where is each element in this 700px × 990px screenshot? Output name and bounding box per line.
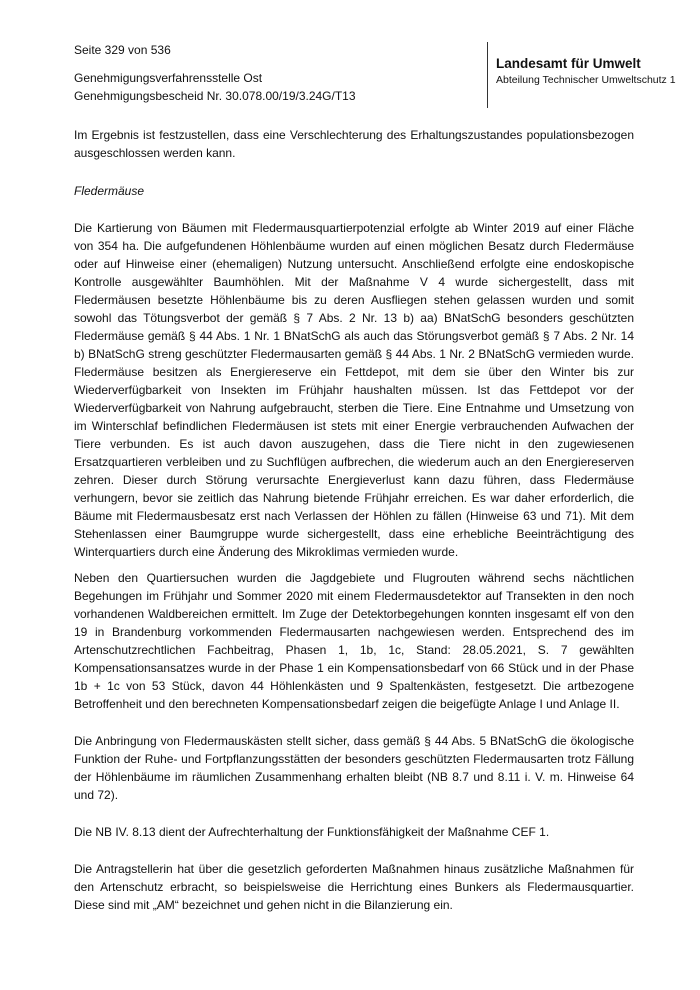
- paragraph-additional-measures: Die Antragstellerin hat über die gesetzlich geforderten Maßnahmen hinaus zusätzliche Maßnahmen für den Artenschutz erbracht, so beispielsweise die Herrichtung eines Bunkers als Fledermausquartier. Diese sind mit „AM“ bezeichnet und gehen nicht in die Bilanzierung ein.: [74, 862, 634, 912]
- paragraph-tree-mapping: Die Kartierung von Bäumen mit Fledermausquartierpotenzial erfolgte ab Winter 2019 auf einer Fläche von 354 ha. Die aufgefundenen Höhlenbäume wurden auf einen möglichen Besatz durch Fledermäuse oder auf Hinweise einer (ehemaligen) Nutzung untersucht. Anschließend erfolgte eine endoskopische Kontrolle ausgewählter Baumhöhlen. Mit der Maßnahme V 4 wurde sichergestellt, dass mit Fledermäusen besetzte Höhlenbäume bis zu deren Ausfliegen stehen gelassen wurden und somit sowohl das Tötungsverbot der gemäß § 7 Abs. 2 Nr. 13 b) aa) BNatSchG besonders geschützten Fledermäuse gemäß § 44 Abs. 1 Nr. 1 BNatSchG als auch das Störungsverbot gemäß § 7 Abs. 2 Nr. 14 b) BNatSchG streng geschützter Fledermausarten gemäß § 44 Abs. 1 Nr. 2 BNatSchG vermieden wurde. Fledermäuse besitzen als Energiereserve ein Fettdepot, mit dem sie über den Winter bis zur Wiederverfügbarkeit von Insekten im Frühjahr haushalten müssen. Ist das Fettdepot vor der Wiederverfügbarkeit von Nahrung aufgebraucht, sterben die Tiere. Eine Entnahme und Umsetzung von im Winterschlaf befindlichen Fledermäusen ist stets mit einer Energie verbrauchenden Aufwachen der Tiere verbunden. Es ist auch davon auszugehen, dass die Tiere nicht in den zugewiesenen Ersatzquartieren verbleiben und zu Suchflügen aufbrechen, die wiederum auch an den Energiereserven zehren. Dieser durch Störung verursachte Energieverlust kann dazu führen, dass Fledermäuse verhungern, bevor sie zeitlich das Nahrung bietende Frühjahr erreichen. Es war daher erforderlich, die Bäume mit Fledermausbesatz erst nach Verlassen der Höhlen zu fällen (Hinweise 63 und 71). Mit dem Stehenlassen einer Baumgruppe wurde sichergestellt, dass eine erhebliche Beeinträchtigung des Winterquartiers durch eine Änderung des Mikroklimas vermieden wurde.: [74, 221, 634, 559]
- page-number: Seite 329 von 536: [74, 43, 171, 57]
- section-heading: Fledermäuse: [74, 184, 145, 198]
- document-header: [74, 41, 356, 105]
- header-spacer: [74, 59, 356, 69]
- permit-number: Genehmigungsbescheid Nr. 30.078.00/19/3.24G/T13: [74, 89, 356, 103]
- paragraph-cef-measure: Die NB IV. 8.13 dient der Aufrechterhaltung der Funktionsfähigkeit der Maßnahme CEF 1.: [74, 825, 550, 839]
- paragraph-detector-survey: Neben den Quartiersuchen wurden die Jagdgebiete und Flugrouten während sechs nächtlichen Begehungen im Frühjahr und Sommer 2020 mit einem Fledermausdetektor auf Transekten in den noch vorhandenen Waldbereichen ermittelt. Im Zuge der Detektorbegehungen konnten insgesamt elf von den 19 in Brandenburg vorkommenden Fledermausarten nachgewiesen werden. Entsprechend des im Artenschutzrechtlichen Fachbeitrag, Phasen 1, 1b, 1c, Stand: 28.05.2021, S. 7 gewählten Kompensationsansatzes wurde in der Phase 1 ein Kompensationsbedarf von 66 Stück und in der Phase 1b + 1c von 53 Stück, davon 44 Höhlenkästen und 9 Spaltenkästen, festgesetzt. Die artbezogene Betroffenheit und den berechneten Kompensationsbedarf zeigen die beigefügte Anlage I und Anlage II.: [74, 571, 634, 711]
- document-body: [74, 126, 634, 914]
- issuing-office: Genehmigungsverfahrensstelle Ost: [74, 71, 263, 85]
- paragraph-bat-boxes: Die Anbringung von Fledermauskästen stellt sicher, dass gemäß § 44 Abs. 5 BNatSchG die ökologische Funktion der Ruhe- und Fortpflanzungsstätten der besonders geschützten Fledermausarten trotz Fällung der Höhlenbäume im räumlichen Zusammenhang erhalten bleibt (NB 8.7 und 8.11 i. V. m. Hinweise 64 und 72).: [74, 734, 634, 802]
- authority-department: Abteilung Technischer Umweltschutz 1: [496, 74, 676, 86]
- authority-name: Landesamt für Umwelt: [496, 56, 641, 71]
- intro-paragraph: Im Ergebnis ist festzustellen, dass eine Verschlechterung des Erhaltungszustandes populationsbezogen ausgeschlossen werden kann.: [74, 128, 634, 160]
- authority-block: [487, 42, 676, 108]
